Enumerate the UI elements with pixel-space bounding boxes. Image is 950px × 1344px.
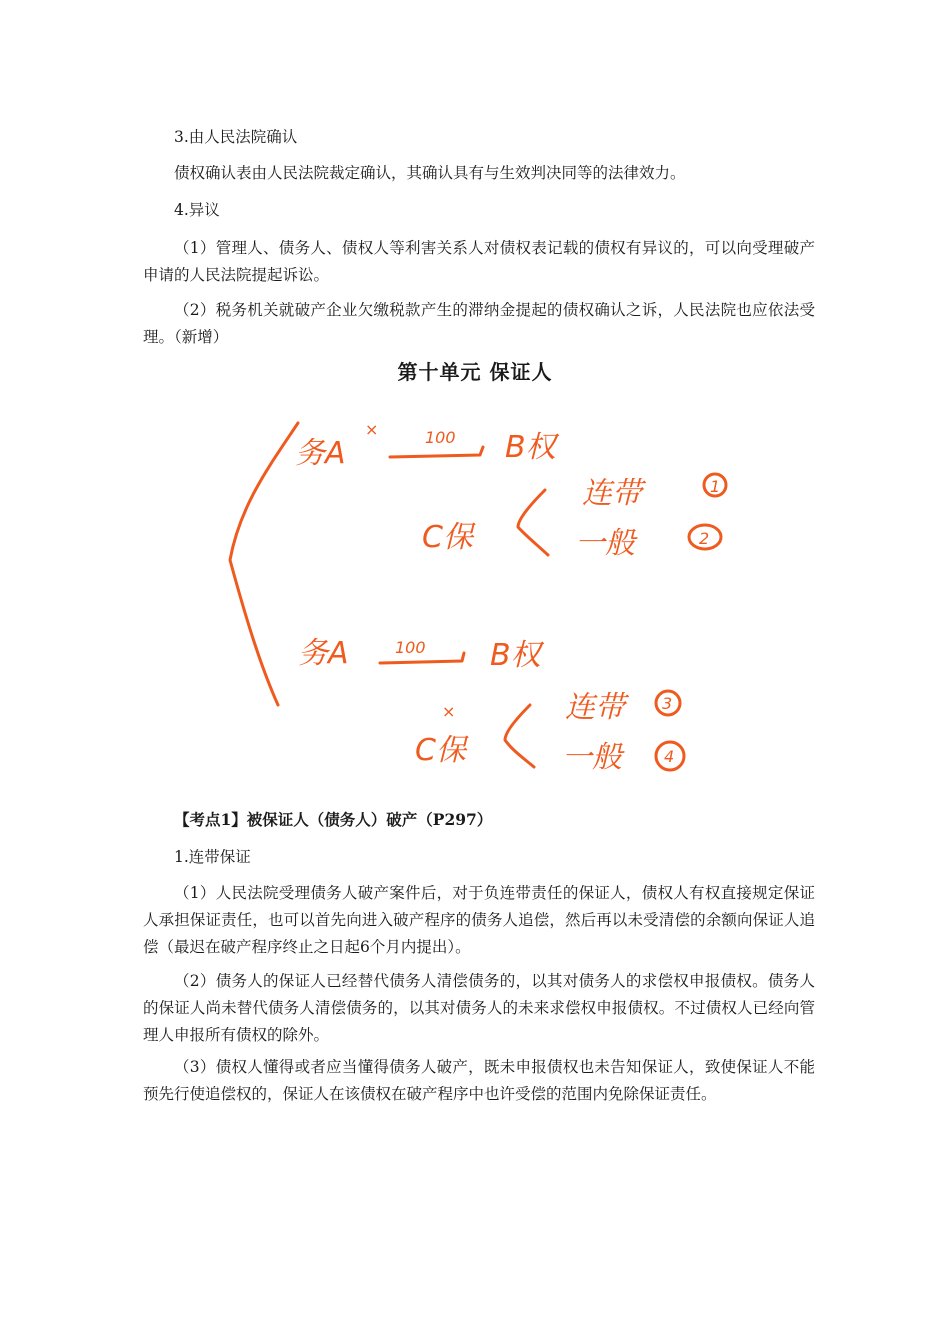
bracket-stroke	[230, 423, 298, 705]
bottom-joint-text: 连带	[565, 690, 625, 725]
kaodian-heading: 【考点1】被保证人（债务人）破产（P297）	[174, 810, 493, 829]
unit-title: 第十单元 保证人	[397, 360, 553, 384]
top-number-1: 1	[710, 477, 721, 496]
joint-guarantee-title: 1.连带保证	[174, 848, 251, 866]
bottom-angle-bracket	[505, 705, 534, 767]
bottom-number-3: 3	[662, 694, 673, 713]
kaodian-paragraph-3: （3）债权人懂得或者应当懂得债务人破产，既未申报债权也未告知保证人，致使保证人不能预先行使追偿权的，保证人在该债权在破产程序中也许受偿的范围内免除保证责任。	[143, 1058, 815, 1103]
bottom-cross-mark: ×	[442, 702, 456, 721]
top-arrow-line	[390, 447, 483, 457]
bottom-general-text: 一般	[562, 740, 622, 775]
top-number-2: 2	[699, 529, 710, 548]
top-guarantor-text: C保	[422, 520, 473, 555]
top-joint-text: 连带	[582, 476, 642, 511]
bottom-debtor-text: 务A	[298, 636, 349, 671]
top-debtor-text: 务A	[295, 436, 346, 471]
kaodian-paragraph-1: （1）人民法院受理债务人破产案件后，对于负连带责任的保证人，债权人有权直接规定保证人承担保证责任，也可以首先向进入破产程序的债务人追偿，然后再以未受清偿的余额向保证人追偿（最迟在破产程序终止之日起6个月内提出）。	[143, 884, 815, 956]
item3-text: 债权确认表由人民法院裁定确认，其确认具有与生效判决同等的法律效力。	[174, 164, 686, 182]
bottom-creditor-text: B权	[490, 638, 541, 673]
kaodian-paragraph-2: （2）债务人的保证人已经替代债务人清偿债务的，以其对债务人的求偿权申报债权。债务人的保证人尚未替代债务人清偿债务的，以其对债务人的未来求偿权申报债权。不过债权人已经向管理人申报所有债权的除外。	[143, 972, 815, 1044]
top-angle-bracket	[518, 490, 548, 555]
top-general-text: 一般	[575, 526, 635, 561]
item3-title: 3.由人民法院确认	[174, 128, 298, 146]
bottom-guarantor-text: C保	[415, 733, 466, 768]
bottom-number-4: 4	[664, 747, 675, 766]
top-cross-mark: ×	[365, 420, 379, 439]
handwritten-diagram	[200, 395, 760, 790]
item4-paragraph-1: （1）管理人、债务人、债权人等利害关系人对债权表记载的债权有异议的，可以向受理破产申请的人民法院提起诉讼。	[143, 239, 815, 284]
top-creditor-text: B权	[505, 430, 556, 465]
top-amount-text: 100	[425, 428, 456, 447]
item4-paragraph-2: （2）税务机关就破产企业欠缴税款产生的滞纳金提起的债权确认之诉，人民法院也应依法受理。（新增）	[143, 301, 815, 346]
item4-title: 4.异议	[174, 201, 220, 219]
bottom-amount-text: 100	[395, 638, 426, 657]
